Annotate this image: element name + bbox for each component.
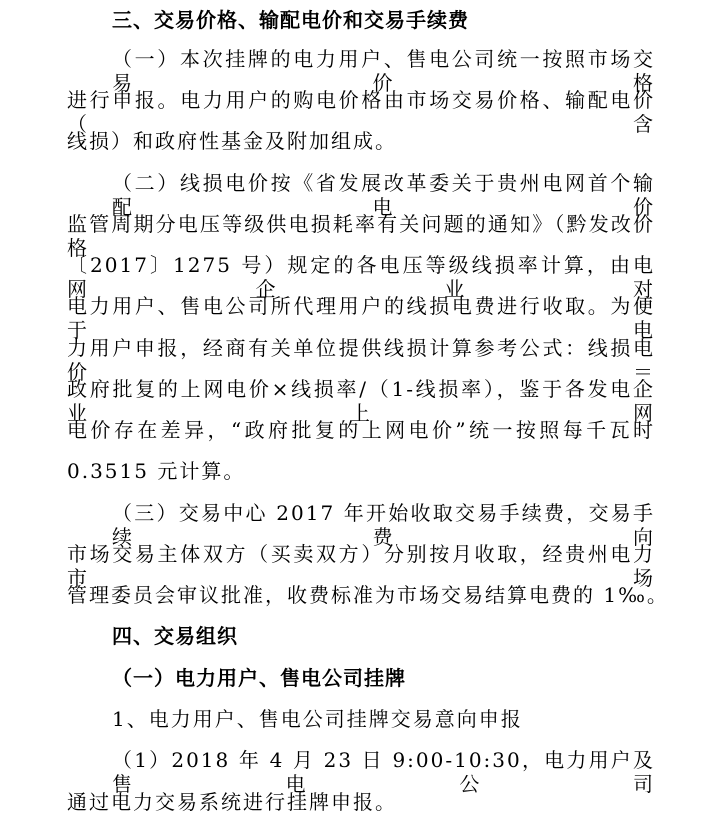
section-4-item-1: 1、电力用户、售电公司挂牌交易意向申报 (112, 707, 523, 731)
section-3-para-2-line-8: 0.3515 元计算。 (67, 459, 246, 483)
section-3-para-1-line-2: 进行申报。电力用户的购电价格由市场交易价格、输配电价（含 (67, 88, 655, 136)
section-3-para-2-line-4: 电力用户、售电公司所代理用户的线损电费进行收取。为便于电 (67, 294, 655, 342)
section-3-para-2-line-2: 监管周期分电压等级供电损耗率有关问题的通知》（黔发改价格 (67, 212, 655, 260)
section-3-para-3-line-3: 管理委员会审议批准，收费标准为市场交易结算电费的 1‰。 (67, 583, 669, 607)
section-4-subheading: （一）电力用户、售电公司挂牌 (112, 666, 406, 690)
section-3-para-2-line-3: 〔2017〕1275 号）规定的各电压等级线损率计算，由电网企业对 (67, 253, 655, 301)
section-4-item-1-detail-line-1: （1）2018 年 4 月 23 日 9:00-10:30，电力用户及售电公司 (112, 748, 655, 796)
section-3-para-2-line-7: 电价存在差异，“政府批复的上网电价”统一按照每千瓦时 (67, 418, 655, 442)
section-3-heading: 三、交易价格、输配电价和交易手续费 (112, 8, 469, 32)
section-3-para-3-line-1: （三）交易中心 2017 年开始收取交易手续费，交易手续费向 (112, 501, 655, 549)
section-3-para-3-line-2: 市场交易主体双方（买卖双方）分别按月收取，经贵州电力市场 (67, 542, 655, 590)
section-3-para-1-line-1: （一）本次挂牌的电力用户、售电公司统一按照市场交易价格 (112, 47, 655, 95)
section-4-item-1-detail-line-2: 通过电力交易系统进行挂牌申报。 (67, 790, 397, 814)
section-4-heading: 四、交易组织 (112, 624, 238, 648)
section-3-para-2-line-5: 力用户申报，经商有关单位提供线损计算参考公式：线损电价＝ (67, 336, 655, 384)
section-3-para-2-line-6: 政府批复的上网电价×线损率/（1-线损率），鉴于各发电企业上网 (67, 377, 655, 425)
section-3-para-1-line-3: 线损）和政府性基金及附加组成。 (67, 129, 397, 153)
section-3-para-2-line-1: （二）线损电价按《省发展改革委关于贵州电网首个输配电价 (112, 171, 655, 219)
